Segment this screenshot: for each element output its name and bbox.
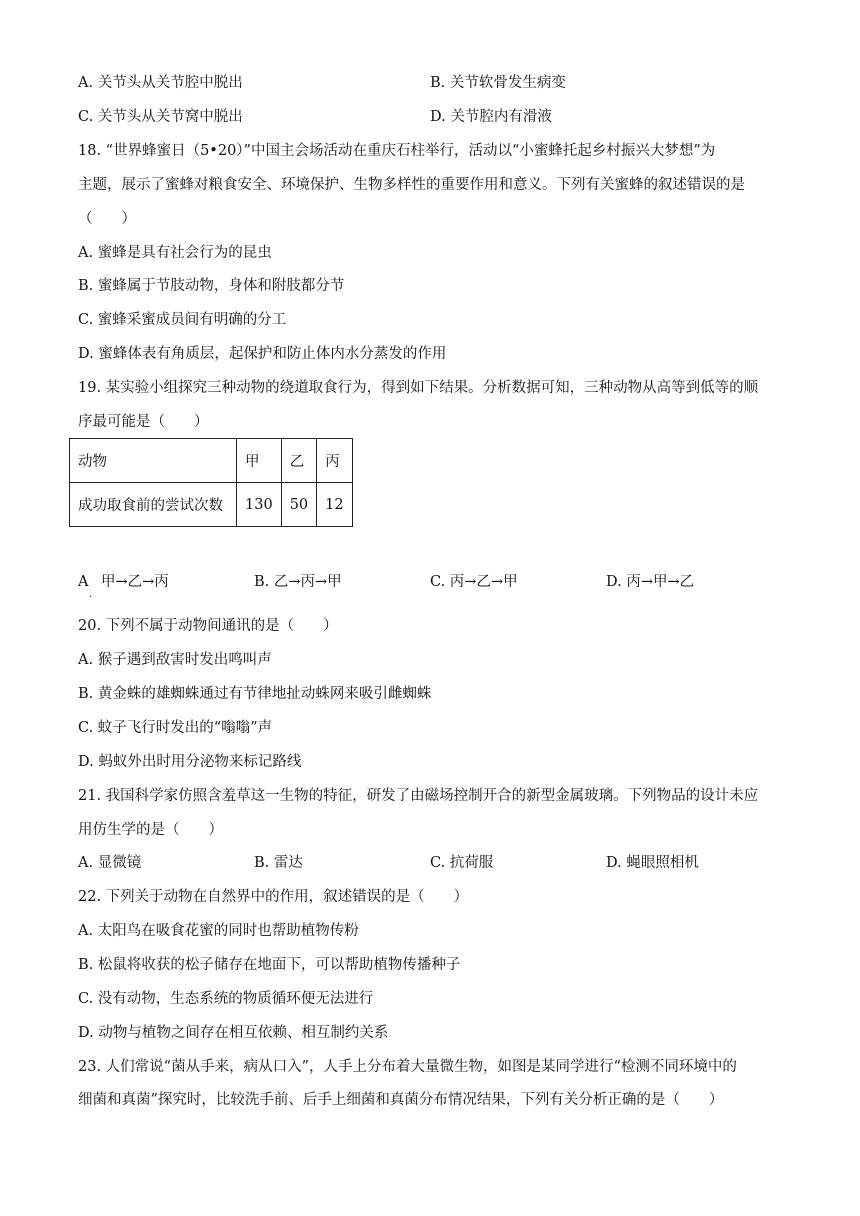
q22-option-c: C. 没有动物，生态系统的物质循环便无法进行 [78,991,374,1007]
q20-option-d: D. 蚂蚁外出时用分泌物来标记路线 [78,754,302,770]
q19-stem-line-2: 序最可能是（ ） [78,414,209,430]
q18-option-c: C. 蜜蜂采蜜成员间有明确的分工 [78,312,287,328]
table-header-cell: 乙 [281,439,316,483]
q18-option-b: B. 蜜蜂属于节肢动物，身体和附肢都分节 [78,278,345,294]
q23-stem-line-2: 细菌和真菌”探究时，比较洗手前、后手上细菌和真菌分布情况结果，下列有关分析正确的是（ ） [78,1092,724,1108]
table-cell: 12 [317,483,352,527]
q18-stem-line-1: 18. “世界蜂蜜日（5•20）”中国主会场活动在重庆石柱举行，活动以“小蜜蜂托起乡村振兴大梦想”为 [78,143,716,159]
q19-option-a-text: 甲→乙→丙 [101,574,169,590]
q22-option-b: B. 松鼠将收获的松子储存在地面下，可以帮助植物传播种子 [78,957,461,973]
q21-option-d: D. 蝇眼照相机 [606,855,699,871]
q17-option-b: B. 关节软骨发生病变 [430,75,566,91]
q19-option-a-dot: . [89,589,93,600]
q18-option-a: A. 蜜蜂是具有社会行为的昆虫 [78,245,272,261]
q21-option-b: B. 雷达 [254,855,303,871]
q23-stem-line-1: 23. 人们常说“菌从手来，病从口入”，人手上分布着大量微生物，如图是某同学进行“检测不同环境中的 [78,1059,737,1075]
q18-stem-line-2: 主题，展示了蜜蜂对粮食安全、环境保护、生物多样性的重要作用和意义。下列有关蜜蜂的叙述错误的是 [78,177,745,193]
q19-data-table [69,438,353,527]
q21-stem-line-2: 用仿生学的是（ ） [78,822,223,838]
table-header-cell: 甲 [237,439,282,483]
q22-option-a: A. 太阳鸟在吸食花蜜的同时也帮助植物传粉 [78,923,359,939]
q22-stem: 22. 下列关于动物在自然界中的作用，叙述错误的是（ ） [78,889,469,905]
table-cell: 130 [237,483,282,527]
q19-option-d: D. 丙→甲→乙 [606,574,695,590]
q17-option-a: A. 关节头从关节腔中脱出 [78,75,243,91]
q17-option-d: D. 关节腔内有滑液 [430,109,552,125]
q18-stem-line-3: （ ） [78,211,136,227]
table-header-cell: 丙 [317,439,352,483]
table-cell: 50 [281,483,316,527]
q22-option-d: D. 动物与植物之间存在相互依赖、相互制约关系 [78,1025,389,1041]
q19-option-a-letter: A [78,574,89,590]
q19-option-b: B. 乙→丙→甲 [254,574,342,590]
q21-option-a: A. 显微镜 [78,855,142,871]
q17-option-c: C. 关节头从关节窝中脱出 [78,109,243,125]
table-header-row [70,439,353,483]
q21-stem-line-1: 21. 我国科学家仿照含羞草这一生物的特征，研发了由磁场控制开合的新型金属玻璃。下列物品的设计未应 [78,788,759,804]
q19-stem-line-1: 19. 某实验小组探究三种动物的绕道取食行为，得到如下结果。分析数据可知，三种动物从高等到低等的顺 [78,380,759,396]
q20-option-c: C. 蚊子飞行时发出的“嗡嗡”声 [78,720,273,736]
q20-stem: 20. 下列不属于动物间通讯的是（ ） [78,618,338,634]
table-cell: 成功取食前的尝试次数 [70,483,237,527]
table-row [70,483,353,527]
table-header-cell: 动物 [70,439,237,483]
q20-option-b: B. 黄金蛛的雄蜘蛛通过有节律地扯动蛛网来吸引雌蜘蛛 [78,686,432,702]
q21-option-c: C. 抗荷服 [430,855,494,871]
q20-option-a: A. 猴子遇到敌害时发出鸣叫声 [78,652,272,668]
q18-option-d: D. 蜜蜂体表有角质层，起保护和防止体内水分蒸发的作用 [78,346,447,362]
q19-option-c: C. 丙→乙→甲 [430,574,518,590]
